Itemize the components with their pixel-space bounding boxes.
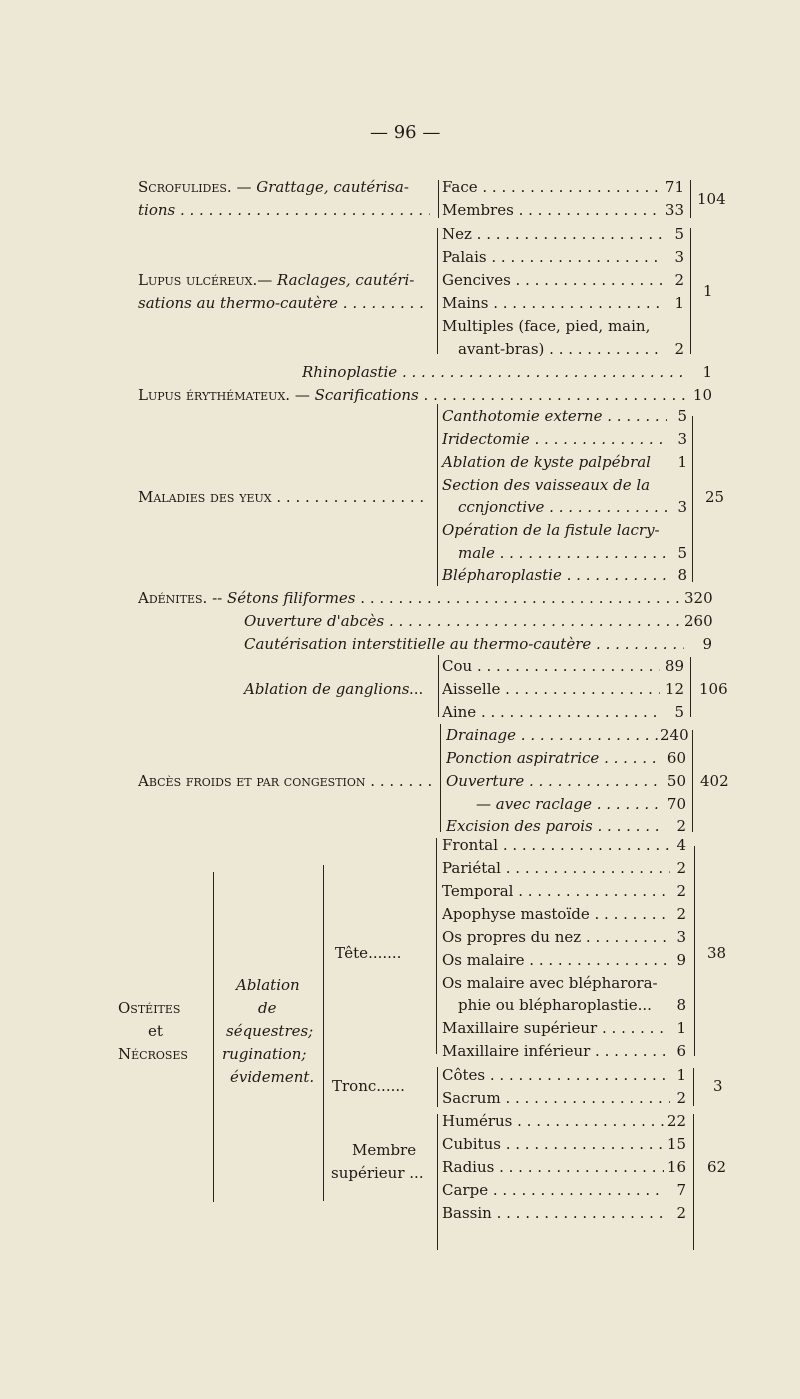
item-value: 60	[666, 749, 686, 767]
item-value: 7	[676, 1181, 686, 1199]
list-item: Canthotomie externe . . .	[442, 407, 667, 425]
brace-left	[437, 1067, 438, 1107]
list-item: Aine . . .	[442, 703, 660, 721]
list-item: Pariétal . . .	[442, 859, 670, 877]
osteites-method: Ablation	[236, 976, 300, 994]
list-item: Maxillaire inférieur . . .	[442, 1042, 670, 1060]
brace-left	[437, 228, 438, 354]
group-total: 62	[707, 1158, 727, 1176]
scrofulides-method: Grattage, cautérisa-	[256, 178, 409, 196]
item-value: 1	[677, 453, 687, 471]
osteites-et: et	[148, 1022, 163, 1040]
list-item: Radius . . .	[442, 1158, 664, 1176]
item-value: 6	[676, 1042, 686, 1060]
group-total: 106	[699, 680, 728, 698]
group-total: 38	[707, 944, 727, 962]
list-item: Multiples (face, pied, main,	[442, 317, 651, 335]
osteites-method: séquestres;	[226, 1022, 314, 1040]
list-item: — avec raclage . . .	[476, 795, 660, 813]
item-value: 16	[666, 1158, 686, 1176]
scrofulides-header	[138, 178, 409, 196]
brace-right	[690, 228, 691, 354]
lupus-ulcereux-title: Lupus ulcéreux.—	[138, 271, 273, 289]
list-item: Opération de la fistule lacry-	[442, 521, 660, 539]
item-value: 33	[664, 201, 684, 219]
item-value: 5	[674, 703, 684, 721]
item-value: 2	[676, 859, 686, 877]
item-value: 2	[676, 882, 686, 900]
item-value: 8	[676, 996, 686, 1014]
list-item: Humérus . . .	[442, 1112, 664, 1130]
list-item: Section des vaisseaux de la	[442, 476, 651, 494]
brace-right	[694, 846, 695, 1056]
item-value: 22	[666, 1112, 686, 1130]
list-item: Face . . .	[442, 178, 660, 196]
tronc-label: Tronc......	[332, 1077, 405, 1095]
tete-label: Tête.......	[335, 944, 402, 962]
brace-left	[323, 865, 324, 1201]
item-value: 70	[666, 795, 686, 813]
item-value: 5	[677, 544, 687, 562]
dots: ...	[409, 680, 424, 698]
brace-left	[440, 724, 441, 832]
list-item: Ouverture . . .	[446, 772, 660, 790]
item-value: 4	[676, 836, 686, 854]
group-total: 104	[697, 190, 726, 208]
item-value: 12	[664, 680, 684, 698]
item-value: 9	[702, 635, 712, 653]
brace-left	[438, 180, 439, 218]
item-value: 5	[674, 225, 684, 243]
list-item: Blépharoplastie . . .	[442, 566, 667, 584]
list-item: Frontal . . .	[442, 836, 670, 854]
brace-right	[693, 1114, 694, 1250]
group-total: 25	[705, 488, 725, 506]
scrofulides-title: Scrofulides. —	[138, 178, 252, 196]
list-item: Os propres du nez . . .	[442, 928, 670, 946]
item-value: 2	[676, 1204, 686, 1222]
list-item: Sacrum . . .	[442, 1089, 670, 1107]
group-total: 1	[703, 282, 713, 300]
list-item: Os malaire avec blépharora-	[442, 974, 658, 992]
list-item: Excision des parois . . .	[446, 817, 660, 835]
list-item: avant-bras) . . .	[458, 340, 664, 358]
lupus-ulcereux-method-cont: sations au thermo-cautère . . .	[138, 294, 428, 312]
lupus-ulcereux-method: Raclages, cautéri-	[277, 271, 415, 289]
item-value: 8	[677, 566, 687, 584]
list-item: Palais . . .	[442, 248, 664, 266]
brace-left	[436, 838, 437, 1054]
item-value: 260	[684, 612, 713, 630]
list-item: Gencives . . .	[442, 271, 664, 289]
item-value: 5	[677, 407, 687, 425]
list-item: Iridectomie . . .	[442, 430, 667, 448]
brace-left	[438, 655, 439, 717]
item-value: 2	[676, 1089, 686, 1107]
lupus-erythemateux-header: Lupus érythémateux. — Scarifications . . .	[138, 386, 690, 404]
osteites-necroses: Nécroses	[118, 1045, 188, 1063]
group-total: 3	[713, 1077, 723, 1095]
lupus-ulcereux-header	[138, 271, 414, 289]
membre-label: Membre	[352, 1141, 417, 1159]
item-value: 1	[674, 294, 684, 312]
item-value: 1	[676, 1019, 686, 1037]
item-value: 2	[674, 271, 684, 289]
list-item: Côtes . . .	[442, 1066, 670, 1084]
adenites-header: Adénites. -- Sétons filiformes . . .	[138, 589, 684, 607]
item-value: 1	[676, 1066, 686, 1084]
brace-right	[693, 1068, 694, 1106]
list-item: Ouverture d'abcès . . .	[244, 612, 684, 630]
group-total: 402	[700, 772, 729, 790]
list-item: Ablation de kyste palpébral	[442, 453, 651, 471]
item-value: 2	[676, 817, 686, 835]
item-value: 3	[677, 430, 687, 448]
list-item: Rhinoplastie . . .	[302, 363, 687, 381]
item-value: 3	[677, 498, 687, 516]
brace-right	[692, 730, 693, 832]
item-value: 15	[666, 1135, 686, 1153]
maladies-yeux-title: Maladies des yeux . . .	[138, 488, 428, 506]
list-item: Aisselle . . .	[442, 680, 660, 698]
item-value: 3	[674, 248, 684, 266]
list-item: Mains . . .	[442, 294, 664, 312]
list-item: ccnjonctive . . .	[458, 498, 667, 516]
list-item: Cou . . .	[442, 657, 660, 675]
item-value: 320	[684, 589, 713, 607]
list-item: Membres . . .	[442, 201, 660, 219]
list-item: Maxillaire supérieur . . .	[442, 1019, 670, 1037]
ganglions-label: Ablation de ganglions	[244, 680, 410, 698]
list-item: Nez . . .	[442, 225, 664, 243]
item-value: 3	[676, 928, 686, 946]
item-value: 240	[660, 726, 689, 744]
list-item: Bassin . . .	[442, 1204, 664, 1222]
list-item: phie ou blépharoplastie...	[458, 996, 652, 1014]
brace-right	[690, 180, 691, 218]
brace-right	[692, 416, 693, 582]
osteites-title: Ostéites	[118, 999, 181, 1017]
item-value: 89	[664, 657, 684, 675]
page-number: — 96 —	[370, 122, 441, 143]
item-value: 1	[702, 363, 712, 381]
item-value: 2	[676, 905, 686, 923]
list-item: Os malaire . . .	[442, 951, 670, 969]
list-item: Ponction aspiratrice . . .	[446, 749, 660, 767]
item-value: 2	[674, 340, 684, 358]
item-value: 9	[676, 951, 686, 969]
scrofulides-method-cont: tions . . .	[138, 201, 430, 219]
osteites-method: évidement.	[230, 1068, 315, 1086]
list-item: Cautérisation interstitielle au thermo-cautère . . .	[244, 635, 684, 653]
list-item: Cubitus . . .	[442, 1135, 664, 1153]
list-item: Drainage . . .	[446, 726, 660, 744]
item-value: 50	[666, 772, 686, 790]
list-item: Temporal . . .	[442, 882, 670, 900]
osteites-method: de	[258, 999, 277, 1017]
brace-right	[690, 657, 691, 717]
brace-left	[437, 1114, 438, 1250]
list-item: Carpe . . .	[442, 1181, 664, 1199]
abces-title: Abcès froids et par congestion . . .	[138, 772, 434, 790]
brace-left	[437, 404, 438, 586]
osteites-method: rugination;	[222, 1045, 307, 1063]
membre-label: supérieur ...	[331, 1164, 424, 1182]
brace-left	[213, 872, 214, 1202]
list-item: Apophyse mastoïde . . .	[442, 905, 670, 923]
item-value: 10	[692, 386, 712, 404]
item-value: 71	[664, 178, 684, 196]
list-item: male . . .	[458, 544, 667, 562]
